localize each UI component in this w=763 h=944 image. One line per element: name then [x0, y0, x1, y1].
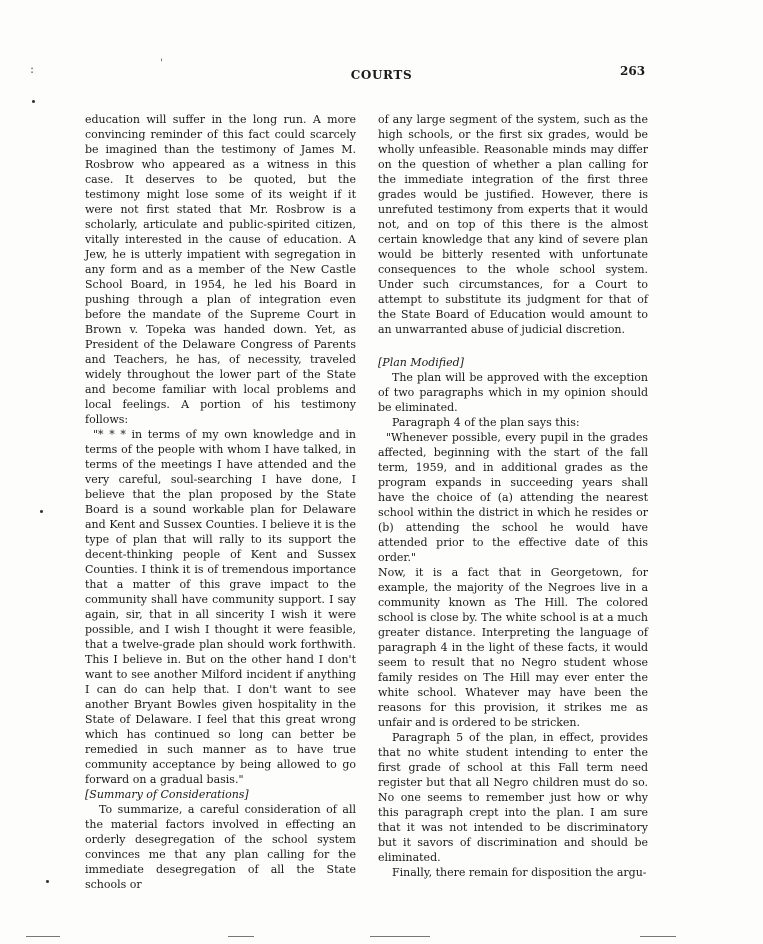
paragraph: The plan will be approved with the exception of two paragraphs which in my opinion should be eliminated.: [378, 371, 648, 414]
scan-rule: [640, 936, 676, 937]
block-quote: "Whenever possible, every pupil in the grades affected, beginning with the start of the fall term, 1959, and in additional grades as the program expands in succeeding years shall have the choice of (a) attending the nearest school within the district in which he resides or (b) attending the school he would have attended prior to the effective date of this order.": [378, 431, 648, 564]
section-subhead: [Summary of Considerations]: [85, 788, 249, 801]
running-head: COURTS: [350, 68, 413, 82]
page-number: 263: [620, 64, 646, 78]
paragraph: Now, it is a fact that in Georgetown, for example, the majority of the Negroes live in a community known as The Hill. The colored school is close by. The white school is at a much greater distance. Interpreting the language of paragraph 4 in the light of these facts, it would seem to result that no Negro student whose family resides on The Hill may ever enter the white school. Whatever may have been the reasons for this provision, it strikes me as unfair and is ordered to be stricken.: [378, 566, 648, 729]
scan-rule: [228, 936, 254, 937]
scan-speck: [32, 100, 35, 103]
scan-mark: :: [30, 62, 35, 76]
paragraph: To summarize, a careful consideration of all the material factors involved in effecting an orderly desegregation of the school system convinces me that any plan calling for the immediate desegregation of all the State schools or: [85, 803, 356, 891]
section-subhead: [Plan Modified]: [378, 356, 464, 369]
scan-speck: [40, 510, 43, 513]
right-column: [378, 112, 648, 880]
paragraph: Paragraph 5 of the plan, in effect, provides that no white student intending to enter the first grade of school at this Fall term need register but that all Negro children must do so. No one seems to remember just how or why this paragraph crept into the plan. I am sure that it was not intended to be discriminatory but it savors of discrimination and should be eliminated.: [378, 731, 648, 864]
scan-rule: [370, 936, 430, 937]
paragraph: education will suffer in the long run. A more convincing reminder of this fact could scarcely be imagined than the testimony of James M. Rosbrow who appeared as a witness in this case. It deserves to be quoted, but the testimony might lose some of its weight if it were not first stated that Mr. Rosbrow is a scholarly, articulate and public-spirited citizen, vitally interested in the cause of education. A Jew, he is utterly impatient with segregation in any form and as a member of the New Castle School Board, in 1954, he led his Board in pushing through a plan of integration even before the mandate of the Supreme Court in Brown v. Topeka was handed down. Yet, as President of the Delaware Congress of Parents and Teachers, he has, of necessity, traveled widely throughout the lower part of the State and become familiar with local problems and local feelings. A portion of his testimony follows:: [85, 113, 356, 426]
block-quote: "* * * in terms of my own knowledge and in terms of the people with whom I have talked, in terms of the meetings I have attended and the very careful, soul-searching I have done, I believe that the plan proposed by the State Board is a sound workable plan for Delaware and Kent and Sussex Counties. I believe it is the type of plan that will rally to its support the decent-thinking people of Kent and Sussex Counties. I think it is of tremendous importance that a matter of this grave impact to the community shall have community support. I say again, sir, that in all sincerity I wish it were possible, and I wish I thought it were feasible, that a twelve-grade plan should work forthwith. This I believe in. But on the other hand I don't want to see another Milford incident if anything I can do can help that. I don't want to see another Bryant Bowles given hospitality in the State of Delaware. I feel that this great wrong which has continued so long can better be remedied in such manner as to have true community acceptance by being allowed to go forward on a gradual basis.": [85, 428, 356, 786]
scan-speck: [46, 880, 49, 883]
paragraph: Finally, there remain for disposition the argu-: [392, 866, 647, 879]
paragraph: Paragraph 4 of the plan says this:: [392, 416, 580, 429]
paragraph: of any large segment of the system, such as the high schools, or the first six grades, would be wholly unfeasible. Reasonable minds may differ on the question of whether a plan calling for the immediate integration of the first three grades would be justified. However, there is unrefuted testimony from experts that it would not, and on top of this there is the almost certain knowledge that any kind of severe plan would be bitterly resented with unfortunate consequences to the whole school system. Under such circumstances, for a Court to attempt to substitute its judgment for that of the State Board of Education would amount to an unwarranted abuse of judicial discretion.: [378, 113, 648, 336]
scan-rule: [26, 936, 60, 937]
left-column: [85, 112, 356, 892]
scan-mark: ': [160, 58, 163, 69]
